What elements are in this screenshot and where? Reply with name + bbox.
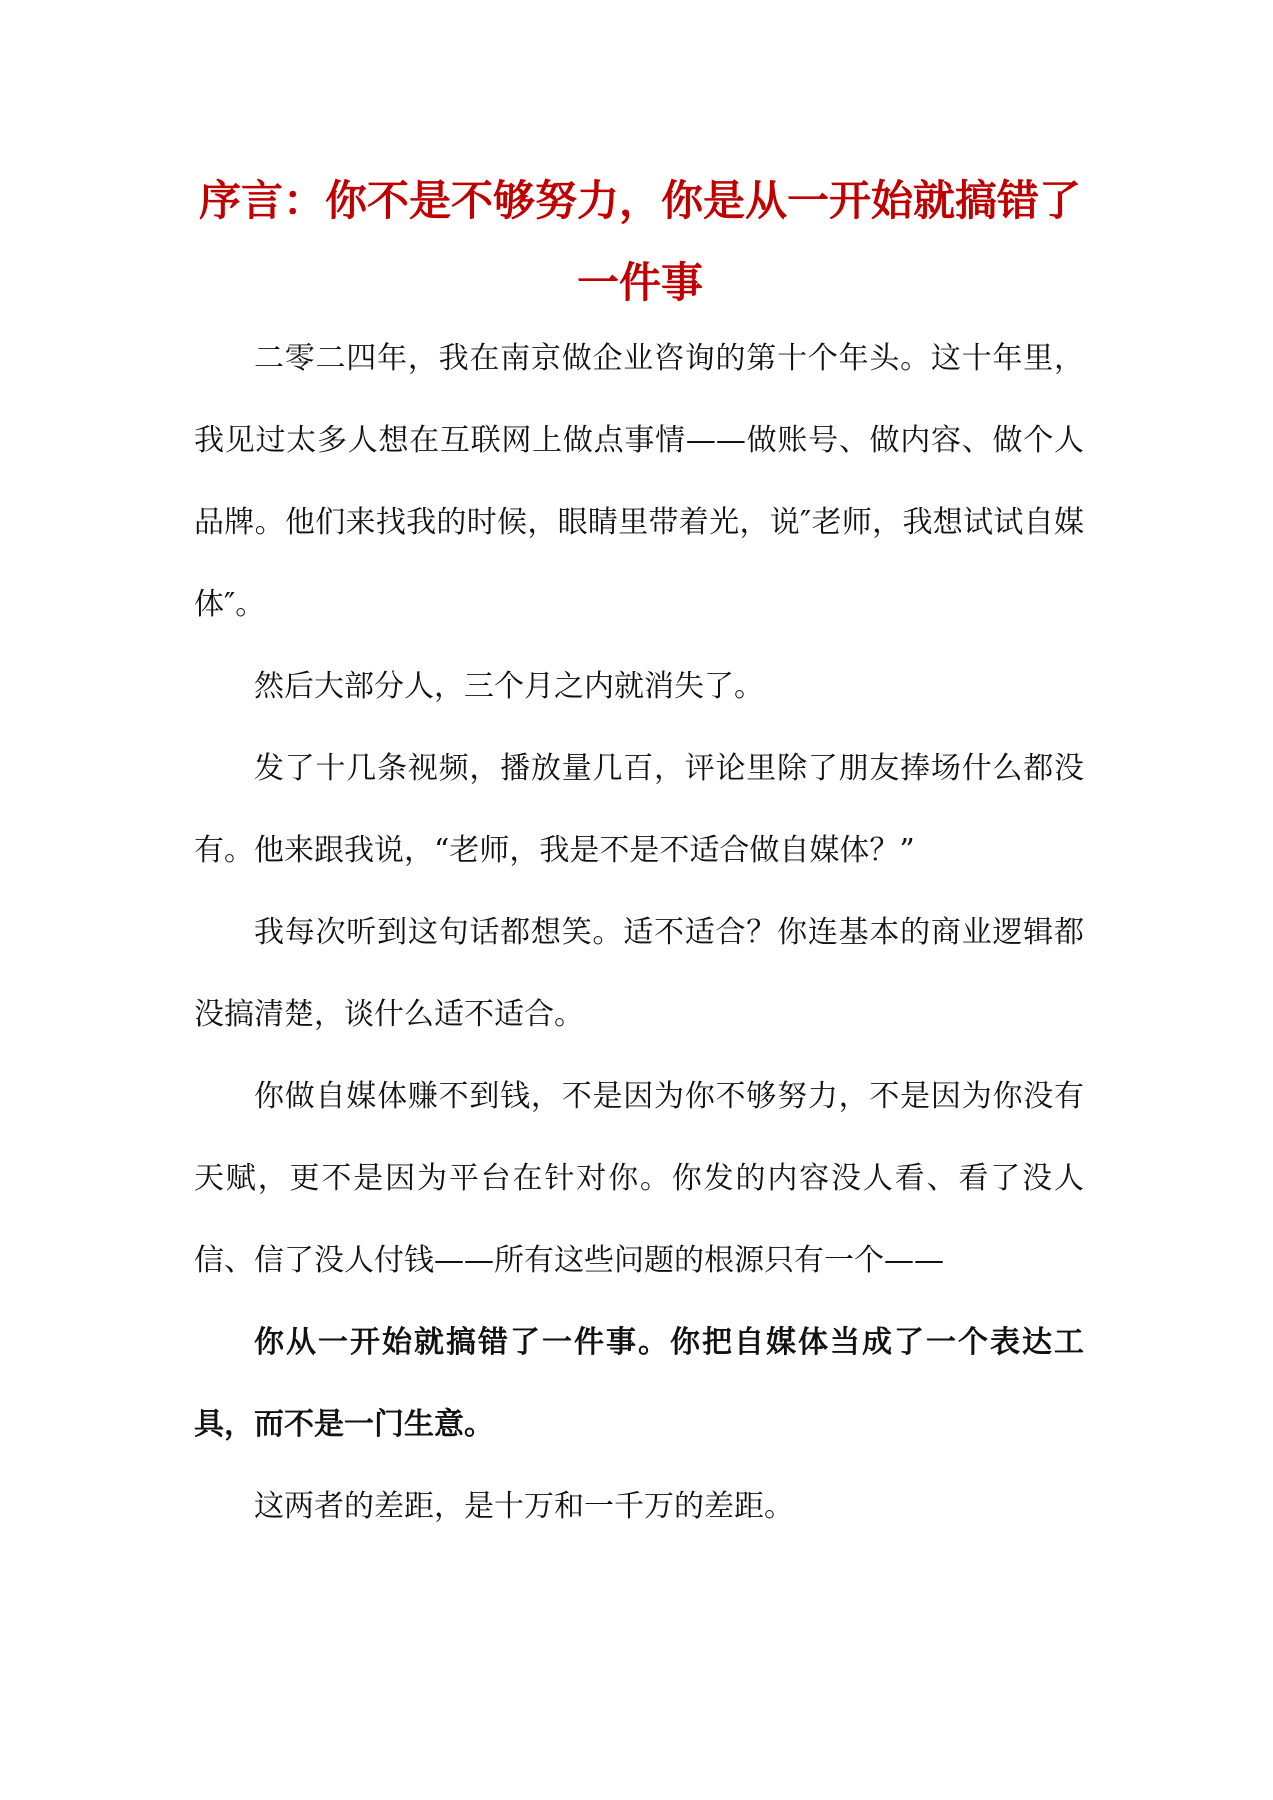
paragraph-4: 我每次听到这句话都想笑。适不适合？你连基本的商业逻辑都没搞清楚，谈什么适不适合。 (194, 915, 1084, 1032)
paragraph-3: 发了十几条视频，播放量几百，评论里除了朋友捧场什么都没有。他来跟我说，“老师，我是不是不适合做自媒体？” (194, 751, 1084, 868)
key-point-paragraph: 你从一开始就搞错了一件事。你把自媒体当成了一个表达工具，而不是一门生意。 (194, 1325, 1084, 1442)
document-title: 序言：你不是不够努力，你是从一开始就搞错了一件事 (198, 176, 1081, 307)
paragraph-1: 二零二四年，我在南京做企业咨询的第十个年头。这十年里，我见过太多人想在互联网上做点事情——做账号、做内容、做个人品牌。他们来找我的时候，眼睛里带着光，说″老师，我想试试自媒体″。 (194, 341, 1084, 622)
document-body (194, 318, 1084, 1548)
paragraph-7: 这两者的差距，是十万和一千万的差距。 (254, 1489, 794, 1524)
paragraph-2: 然后大部分人，三个月之内就消失了。 (254, 669, 764, 704)
paragraph-5: 你做自媒体赚不到钱，不是因为你不够努力，不是因为你没有天赋，更不是因为平台在针对你。你发的内容没人看、看了没人信、信了没人付钱——所有这些问题的根源只有一个—— (194, 1079, 1084, 1278)
